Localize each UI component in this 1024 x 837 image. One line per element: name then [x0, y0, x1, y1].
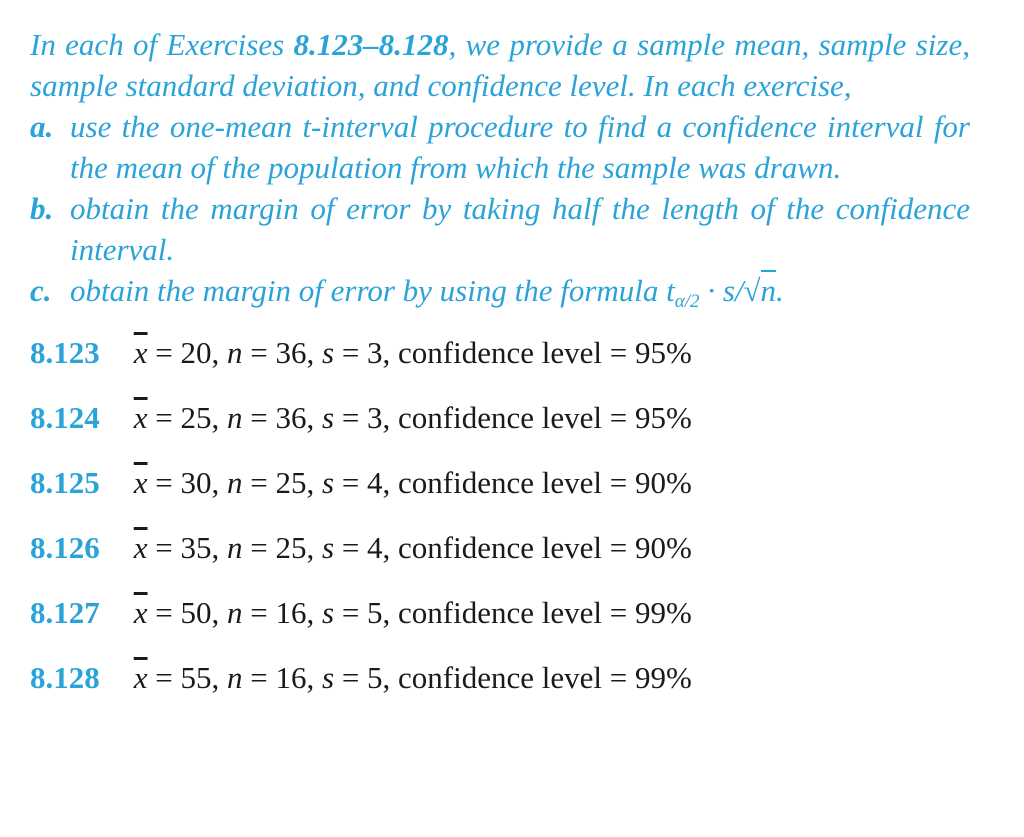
exercise-row: 8.123 $\overline{x} = 20$, n = 36, s = 3, confidence level = 95%: [30, 331, 984, 396]
xbar-symbol: $\overline{x}$: [133, 530, 148, 565]
exercise-number: 8.128: [30, 660, 100, 695]
part-marker: c.: [30, 273, 52, 308]
confidence-level: 99%: [635, 595, 692, 630]
exercise-number: 8.123: [30, 335, 100, 370]
intro-suffix: , we provide a sample mean, sample size, sample standard deviation, and confidence level. In each exercise,: [30, 27, 970, 103]
confidence-level: 95%: [635, 335, 692, 370]
exercise-number: 8.125: [30, 465, 100, 500]
confidence-level: 90%: [635, 530, 692, 565]
equals-sign: =: [602, 530, 635, 565]
sample-sd: 4: [367, 465, 383, 500]
sample-size: 25: [275, 465, 307, 500]
equals-sign: =: [242, 465, 276, 500]
sample-sd: 3: [367, 335, 383, 370]
sample-size: 16: [275, 595, 307, 630]
exercise-number: 8.127: [30, 595, 100, 630]
sample-sd: 3: [367, 400, 383, 435]
equals-sign: =: [147, 465, 181, 500]
exercise-row: 8.126 $\overline{x} = 35$, n = 25, s = 4, confidence level = 90%: [30, 526, 984, 591]
sample-mean: 20: [180, 335, 212, 370]
sample-mean: 30: [180, 465, 212, 500]
exercise-row: 8.125 $\overline{x} = 30$, n = 25, s = 4, confidence level = 90%: [30, 461, 984, 526]
equals-sign: =: [147, 400, 181, 435]
s-symbol: s: [321, 530, 335, 565]
confidence-label: confidence level: [398, 335, 603, 370]
part-marker: b.: [30, 191, 54, 226]
sample-sd: 5: [367, 660, 383, 695]
part-a: [30, 106, 970, 188]
confidence-label: confidence level: [398, 530, 603, 565]
part-c: [30, 270, 970, 311]
equals-sign: =: [147, 335, 181, 370]
s-symbol: s: [321, 660, 335, 695]
equals-sign: =: [242, 400, 276, 435]
sample-size: 25: [275, 530, 307, 565]
xbar-symbol: $\overline{x}$: [133, 465, 148, 500]
n-symbol: n: [227, 595, 243, 630]
equals-sign: =: [242, 530, 276, 565]
xbar-symbol: $\overline{x}$: [133, 595, 148, 630]
formula-t: t: [666, 273, 675, 308]
confidence-level: 95%: [635, 400, 692, 435]
confidence-label: confidence level: [398, 465, 603, 500]
part-marker: a.: [30, 109, 54, 144]
instructions-paragraph: [30, 24, 970, 106]
equals-sign: =: [334, 400, 368, 435]
exercise-row: 8.128 $\overline{x} = 55$, n = 16, s = 5, confidence level = 99%: [30, 656, 984, 721]
n-symbol: n: [227, 530, 243, 565]
equals-sign: =: [334, 530, 368, 565]
sqrt-symbol: √: [743, 273, 761, 308]
n-symbol: n: [227, 660, 243, 695]
part-text: use the one-mean t-interval procedure to find a confidence interval for the mean of the population from which the sample was drawn.: [70, 109, 970, 185]
equals-sign: =: [602, 335, 635, 370]
equals-sign: =: [602, 660, 635, 695]
equals-sign: =: [147, 530, 181, 565]
exercise-row: 8.127 $\overline{x} = 50$, n = 16, s = 5, confidence level = 99%: [30, 591, 984, 656]
equals-sign: =: [334, 465, 368, 500]
n-symbol: n: [227, 335, 243, 370]
part-b: [30, 188, 970, 270]
equals-sign: =: [334, 660, 368, 695]
s-symbol: s: [321, 465, 335, 500]
equals-sign: =: [242, 335, 276, 370]
sample-size: 36: [275, 400, 307, 435]
equals-sign: =: [602, 465, 635, 500]
formula-n: n: [761, 270, 777, 308]
sample-sd: 5: [367, 595, 383, 630]
confidence-label: confidence level: [398, 660, 603, 695]
equals-sign: =: [147, 595, 181, 630]
xbar-symbol: $\overline{x}$: [133, 335, 148, 370]
n-symbol: n: [227, 400, 243, 435]
formula-period: .: [776, 273, 784, 308]
part-text: obtain the margin of error by using the formula: [70, 273, 659, 308]
sample-mean: 25: [180, 400, 212, 435]
equals-sign: =: [147, 660, 181, 695]
exercise-number: 8.124: [30, 400, 100, 435]
sample-mean: 35: [180, 530, 212, 565]
formula-s-over: · s/: [699, 273, 744, 308]
confidence-label: confidence level: [398, 400, 603, 435]
instruction-parts: [30, 106, 984, 311]
confidence-level: 90%: [635, 465, 692, 500]
intro-prefix: In each of Exercises: [30, 27, 294, 62]
margin-of-error-formula: [666, 273, 784, 312]
equals-sign: =: [602, 595, 635, 630]
s-symbol: s: [321, 595, 335, 630]
exercise-number: 8.126: [30, 530, 100, 565]
equals-sign: =: [602, 400, 635, 435]
part-text: obtain the margin of error by taking half the length of the confidence interval.: [70, 191, 970, 267]
s-symbol: s: [321, 400, 335, 435]
equals-sign: =: [242, 660, 276, 695]
sample-mean: 55: [180, 660, 212, 695]
exercise-row: 8.124 $\overline{x} = 25$, n = 36, s = 3, confidence level = 95%: [30, 396, 984, 461]
equals-sign: =: [334, 595, 368, 630]
exercise-list: [30, 331, 984, 721]
n-symbol: n: [227, 465, 243, 500]
equals-sign: =: [242, 595, 276, 630]
sample-size: 36: [275, 335, 307, 370]
xbar-symbol: $\overline{x}$: [133, 400, 148, 435]
equals-sign: =: [334, 335, 368, 370]
sample-mean: 50: [180, 595, 212, 630]
sample-size: 16: [275, 660, 307, 695]
confidence-label: confidence level: [398, 595, 603, 630]
formula-subscript: α/2: [674, 291, 700, 312]
xbar-symbol: $\overline{x}$: [133, 660, 148, 695]
sample-sd: 4: [367, 530, 383, 565]
s-symbol: s: [321, 335, 335, 370]
confidence-level: 99%: [635, 660, 692, 695]
exercise-range: 8.123–8.128: [293, 27, 449, 62]
